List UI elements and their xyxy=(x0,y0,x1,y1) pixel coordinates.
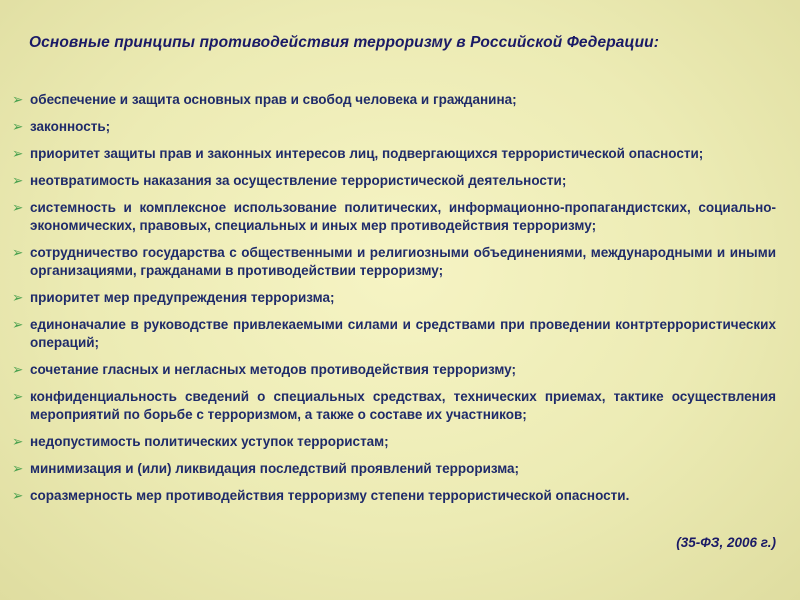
list-item-text: законность; xyxy=(30,119,111,134)
list-item xyxy=(12,172,776,190)
list-item-text: приоритет защиты прав и законных интересов лиц, подвергающихся террористической опасности; xyxy=(30,146,704,161)
list-item xyxy=(12,487,776,505)
list-item xyxy=(12,316,776,352)
slide-title: Основные принципы противодействия терроризму в Российской Федерации: xyxy=(29,34,660,51)
arrow-bullet-icon: ➢ xyxy=(12,389,24,404)
list-item-text: недопустимость политических уступок террористам; xyxy=(30,434,389,449)
list-item-text: конфиденциальность сведений о специальных средствах, технических приемах, тактике осуществления мероприятий по борьбе с терроризмом, а также о составе их участников; xyxy=(30,389,776,422)
list-item xyxy=(12,289,776,307)
list-item-text: соразмерность мер противодействия терроризму степени террористической опасности. xyxy=(30,488,630,503)
list-item-text: неотвратимость наказания за осуществление террористической деятельности; xyxy=(30,173,567,188)
arrow-bullet-icon: ➢ xyxy=(12,434,24,449)
list-item xyxy=(12,460,776,478)
arrow-bullet-icon: ➢ xyxy=(12,461,24,476)
arrow-bullet-icon: ➢ xyxy=(12,119,24,134)
list-item xyxy=(12,199,776,235)
list-item xyxy=(12,433,776,451)
arrow-bullet-icon: ➢ xyxy=(12,317,24,332)
list-item xyxy=(12,244,776,280)
arrow-bullet-icon: ➢ xyxy=(12,362,24,377)
list-item xyxy=(12,388,776,424)
arrow-bullet-icon: ➢ xyxy=(12,92,24,107)
list-item xyxy=(12,91,776,109)
arrow-bullet-icon: ➢ xyxy=(12,290,24,305)
list-item xyxy=(12,145,776,163)
list-item-text: обеспечение и защита основных прав и свобод человека и гражданина; xyxy=(30,92,517,107)
list-item-text: сотрудничество государства с общественными и религиозными объединениями, международными и иными организациями, гражданами в противодействии терроризму; xyxy=(30,245,776,278)
principles-list xyxy=(12,91,776,505)
arrow-bullet-icon: ➢ xyxy=(12,146,24,161)
list-item-text: сочетание гласных и негласных методов противодействия терроризму; xyxy=(30,362,516,377)
arrow-bullet-icon: ➢ xyxy=(12,200,24,215)
list-item xyxy=(12,118,776,136)
arrow-bullet-icon: ➢ xyxy=(12,245,24,260)
list-item xyxy=(12,361,776,379)
list-item-text: приоритет мер предупреждения терроризма; xyxy=(30,290,335,305)
arrow-bullet-icon: ➢ xyxy=(12,488,24,503)
arrow-bullet-icon: ➢ xyxy=(12,173,24,188)
list-item-text: системность и комплексное использование политических, информационно-пропагандистских, социально-экономических, правовых, специальных и иных мер противодействия терроризму; xyxy=(30,200,776,233)
list-item-text: минимизация и (или) ликвидация последствий проявлений терроризма; xyxy=(30,461,520,476)
source-citation: (35-ФЗ, 2006 г.) xyxy=(676,535,776,550)
list-item-text: единоначалие в руководстве привлекаемыми силами и средствами при проведении контртеррористических операций; xyxy=(30,317,776,350)
